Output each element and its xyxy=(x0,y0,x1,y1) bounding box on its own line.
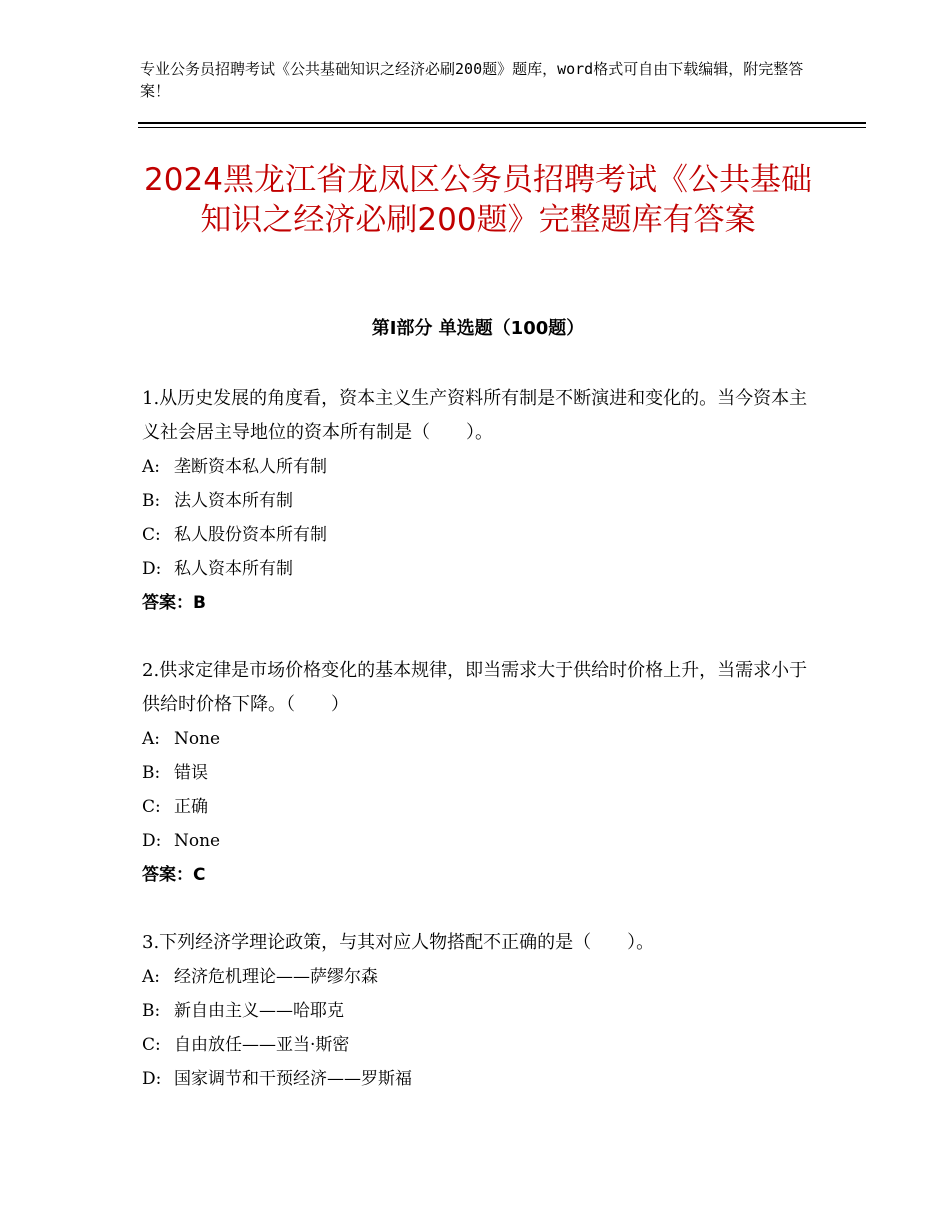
option-text: 私人股份资本所有制 xyxy=(174,525,327,545)
question-stem: 2.供求定律是市场价格变化的基本规律，即当需求大于供给时价格上升，当需求小于供给时价格下降。（ ） xyxy=(142,660,808,715)
question-2 xyxy=(142,654,812,892)
option-text: None xyxy=(174,729,221,749)
answer-text: 答案：C xyxy=(142,865,206,885)
option-a xyxy=(142,960,812,994)
option-letter: D: xyxy=(142,831,162,851)
header-note: 专业公务员招聘考试《公共基础知识之经济必刷200题》题库，word格式可自由下载编辑，附完整答案！ xyxy=(140,60,804,100)
answer-text: 答案：B xyxy=(142,593,206,613)
option-b xyxy=(142,756,812,790)
option-text: 经济危机理论——萨缪尔森 xyxy=(174,967,378,987)
question-stem: 3.下列经济学理论政策，与其对应人物搭配不正确的是（ ）。 xyxy=(142,932,655,953)
option-letter: C: xyxy=(142,525,161,545)
option-text: 正确 xyxy=(174,797,208,817)
option-letter: C: xyxy=(142,1035,161,1055)
option-text: 垄断资本私人所有制 xyxy=(174,457,327,477)
option-c xyxy=(142,518,812,552)
option-c xyxy=(142,1028,812,1062)
option-text: 错误 xyxy=(174,763,208,783)
option-d xyxy=(142,824,812,858)
header-rule-thin xyxy=(138,127,866,128)
question-1 xyxy=(142,382,812,620)
option-letter: D: xyxy=(142,1069,162,1089)
option-letter: B: xyxy=(142,763,161,783)
option-letter: D: xyxy=(142,559,162,579)
option-letter: B: xyxy=(142,491,161,511)
option-letter: C: xyxy=(142,797,161,817)
option-text: 自由放任——亚当·斯密 xyxy=(174,1035,350,1055)
option-letter: A: xyxy=(142,457,161,477)
option-text: None xyxy=(174,831,221,851)
option-text: 私人资本所有制 xyxy=(174,559,293,579)
option-b xyxy=(142,994,812,1028)
option-text: 国家调节和干预经济——罗斯福 xyxy=(174,1069,412,1089)
option-a xyxy=(142,722,812,756)
question-list xyxy=(142,382,812,1130)
option-letter: A: xyxy=(142,729,161,749)
question-3 xyxy=(142,926,812,1096)
option-text: 新自由主义——哈耶克 xyxy=(174,1001,344,1021)
option-d xyxy=(142,552,812,586)
option-b xyxy=(142,484,812,518)
header-rule-thick xyxy=(138,122,866,124)
document-title: 2024黑龙江省龙凤区公务员招聘考试《公共基础知识之经济必刷200题》完整题库有答案 xyxy=(144,162,812,238)
question-stem: 1.从历史发展的角度看，资本主义生产资料所有制是不断演进和变化的。当今资本主义社会居主导地位的资本所有制是（ ）。 xyxy=(142,388,808,443)
section-title: 第Ⅰ部分 单选题（100题） xyxy=(371,318,585,339)
option-a xyxy=(142,450,812,484)
option-c xyxy=(142,790,812,824)
option-letter: A: xyxy=(142,967,161,987)
option-letter: B: xyxy=(142,1001,161,1021)
option-text: 法人资本所有制 xyxy=(174,491,293,511)
option-d xyxy=(142,1062,812,1096)
